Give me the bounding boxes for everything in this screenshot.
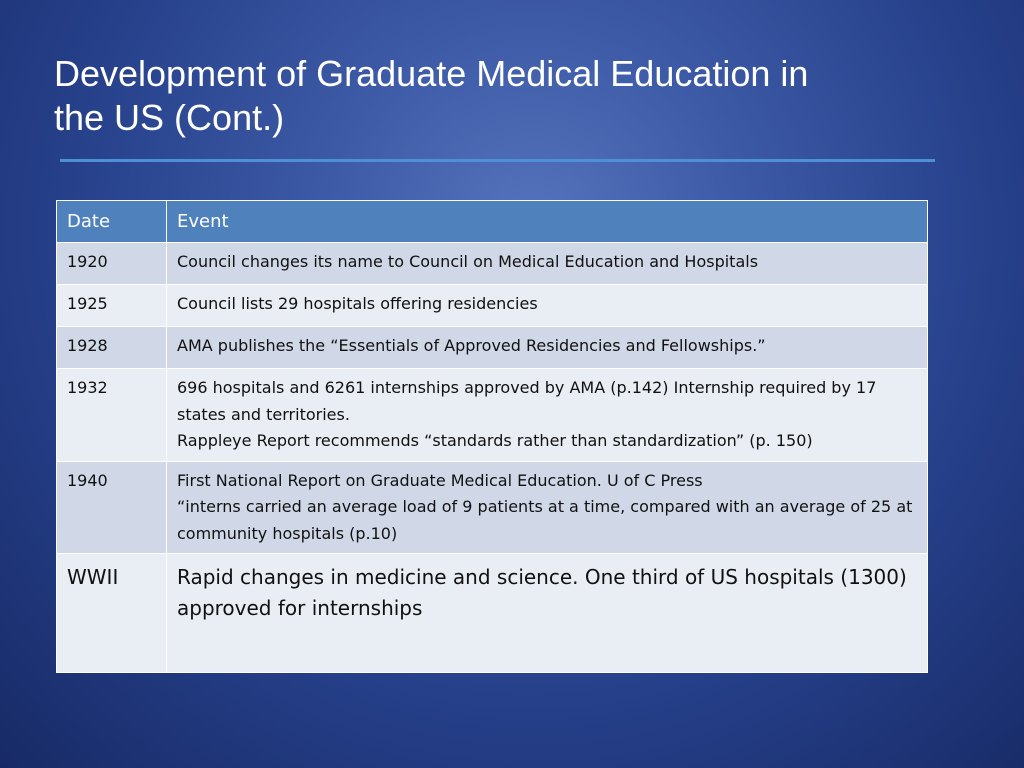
event-text: First National Report on Graduate Medical Education. U of C Press (177, 470, 703, 490)
slide-title-line-2: the US (Cont.) (54, 97, 285, 138)
row-date: 1940 (57, 461, 167, 554)
table-row (57, 369, 928, 462)
table-row (57, 285, 928, 327)
table-row (57, 327, 928, 369)
row-event (167, 369, 928, 462)
header-event: Event (167, 201, 928, 243)
row-event (167, 327, 928, 369)
event-text: Rappleye Report recommends “standards rather than standardization” (p. 150) (177, 431, 813, 450)
event-text: 696 hospitals and 6261 internships approved by AMA (p.142) Internship required by 17 states and territories. (177, 378, 877, 424)
row-event (167, 461, 928, 554)
table-header-row (57, 201, 928, 243)
slide-title-line-1: Development of Graduate Medical Education in (54, 53, 809, 94)
event-text: Rapid changes in medicine and science. One third of US hospitals (1300) approved for internships (177, 565, 907, 620)
row-date: WWII (57, 554, 167, 673)
table-row (57, 554, 928, 673)
title-divider (60, 159, 935, 162)
row-date: 1920 (57, 243, 167, 285)
header-date: Date (57, 201, 167, 243)
table-row (57, 243, 928, 285)
event-text: Council lists 29 hospitals offering residencies (177, 294, 538, 313)
row-date: 1928 (57, 327, 167, 369)
event-text: AMA publishes the “Essentials of Approved Residencies and Fellowships.” (177, 336, 766, 355)
event-text: “interns carried an average load of 9 patients at a time, compared with an average of 25 at community hospitals (p.10) (177, 497, 913, 543)
row-event (167, 554, 928, 673)
table-row (57, 461, 928, 554)
row-date: 1925 (57, 285, 167, 327)
row-date: 1932 (57, 369, 167, 462)
events-table (56, 200, 928, 673)
row-event (167, 243, 928, 285)
row-event (167, 285, 928, 327)
event-text: Council changes its name to Council on Medical Education and Hospitals (177, 252, 759, 271)
slide-title (54, 52, 954, 140)
